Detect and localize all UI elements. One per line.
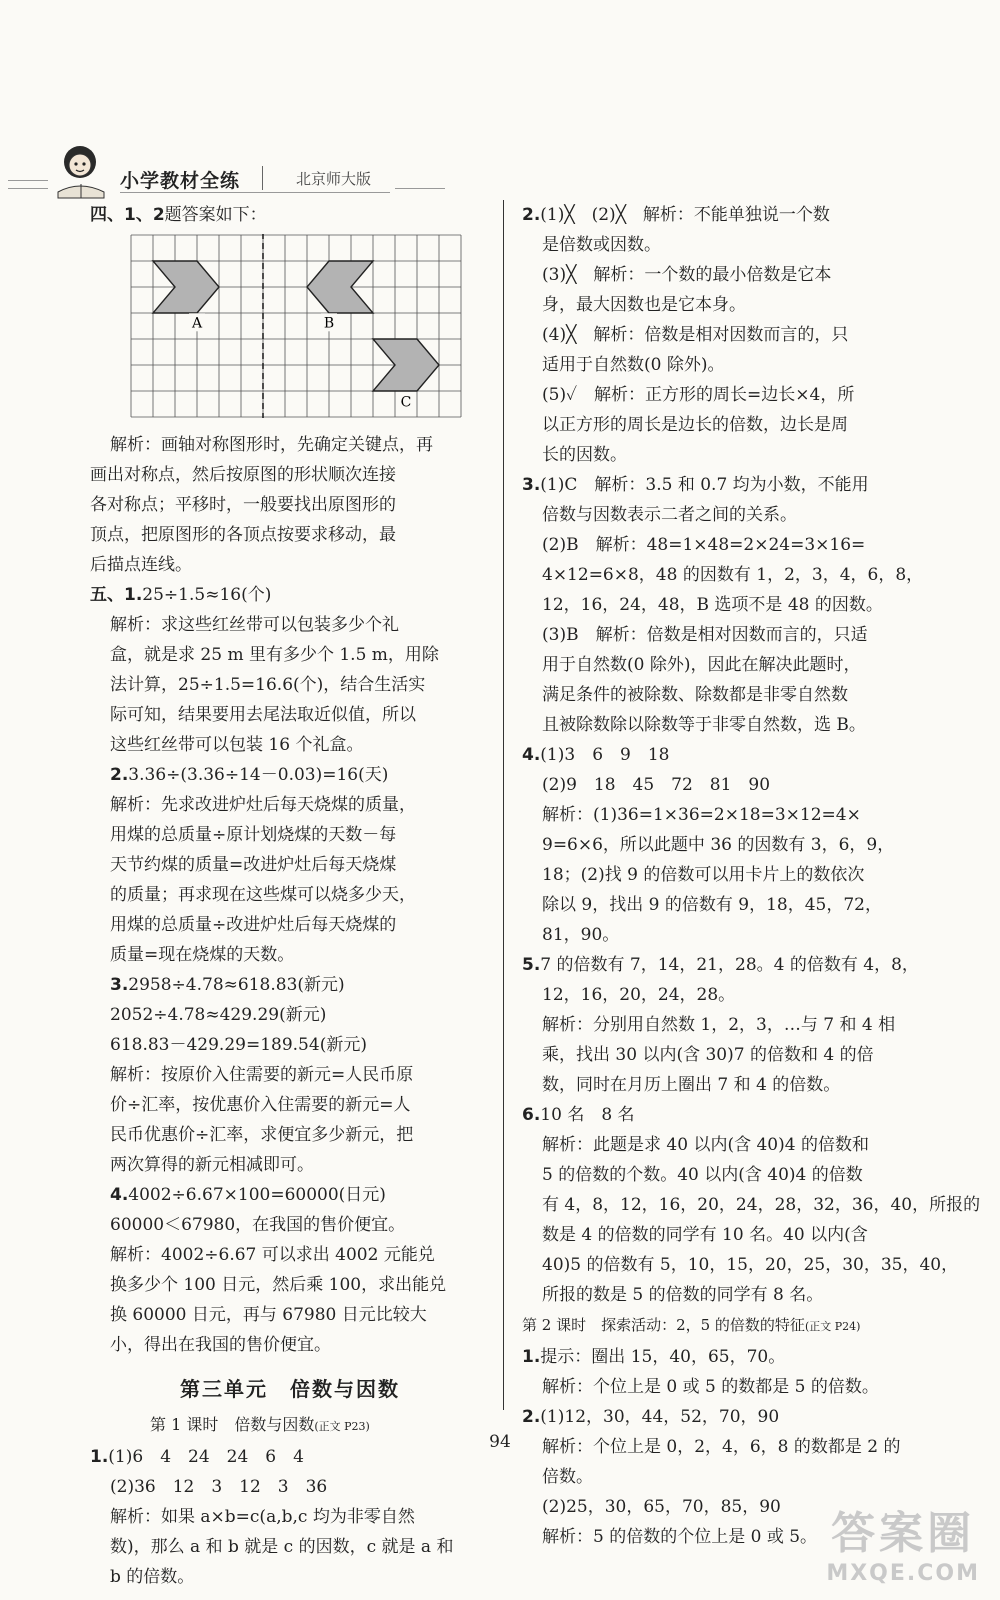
answer-line xyxy=(90,640,490,670)
question-number: 3. xyxy=(522,475,541,495)
answer-line xyxy=(522,410,922,440)
answer-line xyxy=(90,520,490,550)
line-text: 解析：(1)36=1×36=2×18=3×12=4× xyxy=(542,805,861,825)
line-text: 适用于自然数(0 除外)。 xyxy=(542,355,725,375)
line-text: 4002÷6.67×100=60000(日元) xyxy=(128,1185,386,1205)
answer-line xyxy=(522,560,922,590)
answer-line xyxy=(522,260,922,290)
line-text: 10 名 8 名 xyxy=(540,1105,635,1125)
answer-line xyxy=(90,1210,490,1240)
line-text: 天节约煤的质量=改进炉灶后每天烧煤 xyxy=(110,855,397,875)
line-text: 提示：圈出 15，40，65，70。 xyxy=(540,1347,786,1367)
left-column xyxy=(90,200,490,1592)
line-text: 乘，找出 30 以内(含 30)7 的倍数和 4 的倍 xyxy=(542,1045,874,1065)
line-text: 换多少个 100 日元，然后乘 100，求出能兑 xyxy=(110,1275,447,1295)
line-text: (1)3 6 9 18 xyxy=(540,745,670,765)
line-text: 解析：个位上是 0 或 5 的数都是 5 的倍数。 xyxy=(542,1377,879,1397)
answer-line xyxy=(90,880,490,910)
answer-line xyxy=(522,1100,922,1130)
line-text: 解析：此题是求 40 以内(含 40)4 的倍数和 xyxy=(542,1135,869,1155)
line-text: 用煤的总质量÷原计划烧煤的天数－每 xyxy=(110,825,397,845)
answer-line xyxy=(90,1240,490,1270)
answer-line xyxy=(522,920,922,950)
question-number: 3. xyxy=(110,975,129,995)
answer-line xyxy=(522,650,922,680)
answer-line xyxy=(90,1120,490,1150)
line-text: 18；(2)找 9 的倍数可以用卡片上的数依次 xyxy=(542,865,865,885)
line-text: 25÷1.5≈16(个) xyxy=(142,585,272,605)
line-text: (2)36 12 3 12 3 36 xyxy=(110,1477,328,1497)
answer-line xyxy=(522,1130,922,1160)
grid-figure-wrap xyxy=(130,234,460,424)
textbook-page-ref: (正文 P24) xyxy=(804,1320,861,1333)
shape-label: B xyxy=(323,315,335,332)
answer-line xyxy=(522,1250,959,1280)
line-text: 且被除数除以除数等于非零自然数，选 B。 xyxy=(542,715,866,735)
answer-line xyxy=(522,890,922,920)
line-text: 用于自然数(0 除外)，因此在解决此题时， xyxy=(542,655,861,675)
shape-label: A xyxy=(191,315,203,332)
line-text: 81，90。 xyxy=(542,925,620,945)
answer-line xyxy=(522,800,922,830)
answer-line xyxy=(522,470,922,500)
answer-line xyxy=(90,1472,490,1502)
answer-line xyxy=(90,1562,490,1592)
answer-line xyxy=(90,910,490,940)
answer-line xyxy=(522,1190,981,1220)
line-text: 小，得出在我国的售价便宜。 xyxy=(110,1335,331,1355)
answer-line xyxy=(522,950,922,980)
answer-line xyxy=(522,980,922,1010)
answer-line xyxy=(90,1030,490,1060)
line-text: 2052÷4.78≈429.29(新元) xyxy=(110,1005,327,1025)
answer-line xyxy=(522,860,922,890)
answer-line xyxy=(90,1180,490,1210)
line-text: 倍数。 xyxy=(542,1467,593,1487)
header-separator xyxy=(262,166,263,190)
answer-line xyxy=(90,850,490,880)
answer-line xyxy=(90,580,490,610)
line-text: 所报的数是 5 的倍数的同学有 8 名。 xyxy=(542,1285,824,1305)
answer-line xyxy=(522,380,922,410)
line-text: 618.83－429.29=189.54(新元) xyxy=(110,1035,367,1055)
line-text: 是倍数或因数。 xyxy=(542,235,661,255)
answer-line xyxy=(522,230,922,260)
answer-line xyxy=(522,1070,922,1100)
line-text: 价÷汇率，按优惠价入住需要的新元=人 xyxy=(110,1095,411,1115)
line-text: 后描点连线。 xyxy=(90,555,192,575)
question-number: 2. xyxy=(522,205,541,225)
answer-line xyxy=(522,1040,922,1070)
line-text: 12，16，24，48，B 选项不是 48 的因数。 xyxy=(542,595,883,615)
answer-line xyxy=(522,440,922,470)
answer-line xyxy=(522,590,922,620)
page-header xyxy=(0,130,1000,200)
answer-line xyxy=(522,1402,922,1432)
question-number: 2. xyxy=(110,765,129,785)
question-number: 4. xyxy=(110,1185,129,1205)
line-text: (1)C 解析：3.5 和 0.7 均为小数，不能用 xyxy=(540,475,869,495)
edition-label: 北京师大版 xyxy=(296,170,372,188)
answer-line xyxy=(90,700,490,730)
line-text: b 的倍数。 xyxy=(110,1567,195,1587)
line-text: 身，最大因数也是它本身。 xyxy=(542,295,746,315)
line-text: 的质量；再求现在这些煤可以烧多少天， xyxy=(110,885,416,905)
answer-line xyxy=(522,1160,922,1190)
answer-line xyxy=(522,350,922,380)
line-text: (2)B 解析：48=1×48=2×24=3×16= xyxy=(542,535,866,555)
line-text: 际可知，结果要用去尾法取近似值，所以 xyxy=(110,705,416,725)
line-text: (2)25，30，65，70，85，90 xyxy=(542,1497,781,1517)
line-text: (4)╳ 解析：倍数是相对因数而言的，只 xyxy=(542,325,849,345)
unit-title xyxy=(90,1374,490,1404)
answer-line xyxy=(90,610,490,640)
answer-line xyxy=(522,710,922,740)
grid-figure xyxy=(130,234,462,418)
line-text: 这些红丝带可以包装 16 个礼盒。 xyxy=(110,735,364,755)
watermark-logo: 答案圈 xyxy=(831,1508,976,1559)
question-number: 四、1、2 xyxy=(90,205,165,225)
answer-line xyxy=(90,490,490,520)
answer-line xyxy=(90,1330,490,1360)
answer-line xyxy=(522,200,922,230)
line-text: 3.36÷(3.36÷14－0.03)=16(天) xyxy=(128,765,389,785)
answer-line xyxy=(522,770,922,800)
question-number: 4. xyxy=(522,745,541,765)
line-text: 长的因数。 xyxy=(542,445,627,465)
question-number: 五、1. xyxy=(90,585,143,605)
answer-line xyxy=(522,1280,922,1310)
mascot-icon xyxy=(50,140,112,200)
answer-line xyxy=(522,1462,922,1492)
answer-line xyxy=(90,670,490,700)
shape-label: C xyxy=(400,394,412,411)
watermark-url: MXQE.COM xyxy=(826,1561,980,1586)
answer-line xyxy=(522,500,922,530)
line-text: (1)6 4 24 24 6 4 xyxy=(108,1447,304,1467)
line-text: 换 60000 日元，再与 67980 日元比较大 xyxy=(110,1305,427,1325)
line-text: 9=6×6，所以此题中 36 的因数有 3，6，9， xyxy=(542,835,895,855)
answer-line xyxy=(90,460,490,490)
line-text: 以正方形的周长是边长的倍数，边长是周 xyxy=(542,415,848,435)
right-column xyxy=(522,200,981,1552)
line-text: (3)╳ 解析：一个数的最小倍数是它本 xyxy=(542,265,832,285)
line-text: 2958÷4.78≈618.83(新元) xyxy=(128,975,345,995)
line-text: 数，同时在月历上圈出 7 和 4 的倍数。 xyxy=(542,1075,841,1095)
line-text: 解析：个位上是 0，2，4，6，8 的数都是 2 的 xyxy=(542,1437,901,1457)
answer-line xyxy=(90,790,490,820)
answer-line xyxy=(90,970,490,1000)
line-text: 数是 4 的倍数的同学有 10 名。40 以内(含 xyxy=(542,1225,868,1245)
line-text: 解析：分别用自然数 1，2，3，…与 7 和 4 相 xyxy=(542,1015,896,1035)
line-text: 用煤的总质量÷改进炉灶后每天烧煤的 xyxy=(110,915,397,935)
line-text: (2)9 18 45 72 81 90 xyxy=(542,775,771,795)
line-text: 解析：先求改进炉灶后每天烧煤的质量， xyxy=(110,795,416,815)
answer-line xyxy=(90,820,490,850)
answer-line xyxy=(522,1342,922,1372)
line-text: 顶点，把原图形的各顶点按要求移动，最 xyxy=(90,525,396,545)
line-text: 民币优惠价÷汇率，求便宜多少新元，把 xyxy=(110,1125,414,1145)
line-text: 质量=现在烧煤的天数。 xyxy=(110,945,295,965)
line-text: 解析：如果 a×b=c(a,b,c 均为非零自然 xyxy=(110,1507,415,1527)
line-text: (1)╳ (2)╳ 解析：不能单独说一个数 xyxy=(540,205,830,225)
answer-line xyxy=(90,1532,490,1562)
watermark xyxy=(826,1497,980,1586)
page-number: 94 xyxy=(489,1432,511,1452)
line-text: 题答案如下： xyxy=(164,205,267,225)
answer-line xyxy=(90,1000,490,1030)
answer-line xyxy=(522,740,922,770)
answer-line xyxy=(522,320,922,350)
line-text: 各对称点；平移时，一般要找出原图形的 xyxy=(90,495,396,515)
answer-line xyxy=(90,550,490,580)
answer-line xyxy=(522,680,922,710)
line-text: 解析：画轴对称图形时，先确定关键点，再 xyxy=(110,435,433,455)
lesson-title xyxy=(522,1310,922,1342)
line-text: 7 的倍数有 7，14，21，28。4 的倍数有 4，8， xyxy=(540,955,919,975)
line-text: 解析：求这些红丝带可以包装多少个礼 xyxy=(110,615,399,635)
answer-line xyxy=(522,1372,922,1402)
question-number: 1. xyxy=(522,1347,541,1367)
line-text: 第 2 课时 探索活动：2，5 的倍数的特征 xyxy=(522,1316,805,1334)
question-number: 2. xyxy=(522,1407,541,1427)
line-text: 除以 9，找出 9 的倍数有 9，18，45，72， xyxy=(542,895,882,915)
textbook-page-ref: (正文 P23) xyxy=(314,1420,370,1433)
brand-title: 小学教材全练 xyxy=(120,170,241,192)
line-text: 解析：4002÷6.67 可以求出 4002 元能兑 xyxy=(110,1245,435,1265)
line-text: 倍数与因数表示二者之间的关系。 xyxy=(542,505,797,525)
question-number: 1. xyxy=(90,1447,109,1467)
line-text: 有 4，8，12，16，20，24，28，32，36，40，所报的 xyxy=(542,1195,981,1215)
line-text: 盒，就是求 25 m 里有多少个 1.5 m，用除 xyxy=(110,645,439,665)
line-text: 解析：5 的倍数的个位上是 0 或 5。 xyxy=(542,1527,818,1547)
answer-line xyxy=(90,1502,490,1532)
answer-line xyxy=(522,290,922,320)
column-divider xyxy=(503,200,504,1410)
answer-line xyxy=(522,830,922,860)
answer-line xyxy=(90,1270,490,1300)
answer-line xyxy=(522,620,922,650)
answer-line xyxy=(522,1220,922,1250)
line-text: 两次算得的新元相减即可。 xyxy=(110,1155,314,1175)
answer-line xyxy=(90,730,490,760)
answer-line xyxy=(90,1300,490,1330)
answer-line xyxy=(90,430,490,460)
line-text: 第三单元 倍数与因数 xyxy=(180,1377,400,1401)
line-text: 满足条件的被除数、除数都是非零自然数 xyxy=(542,685,848,705)
line-text: 画出对称点，然后按原图的形状顺次连接 xyxy=(90,465,396,485)
answer-line xyxy=(522,530,922,560)
line-text: 40)5 的倍数有 5，10，15，20，25，30，35，40， xyxy=(542,1255,959,1275)
answer-line xyxy=(90,1060,490,1090)
line-text: (1)12，30，44，52，70，90 xyxy=(540,1407,780,1427)
line-text: 4×12=6×8，48 的因数有 1，2，3，4，6，8， xyxy=(542,565,924,585)
line-text: 数)，那么 a 和 b 就是 c 的因数，c 就是 a 和 xyxy=(110,1537,454,1557)
answer-line xyxy=(90,200,490,230)
line-text: (3)B 解析：倍数是相对因数而言的，只适 xyxy=(542,625,868,645)
line-text: (5)✓ 解析：正方形的周长=边长×4，所 xyxy=(542,385,855,405)
answer-line xyxy=(90,1090,490,1120)
line-text: 60000＜67980，在我国的售价便宜。 xyxy=(110,1215,406,1235)
line-text: 法计算，25÷1.5=16.6(个)，结合生活实 xyxy=(110,675,426,695)
answer-line xyxy=(522,1010,922,1040)
line-text: 解析：按原价入住需要的新元=人民币原 xyxy=(110,1065,414,1085)
answer-line xyxy=(90,940,490,970)
question-number: 5. xyxy=(522,955,541,975)
answer-line xyxy=(90,1150,490,1180)
line-text: 5 的倍数的个数。40 以内(含 40)4 的倍数 xyxy=(542,1165,863,1185)
question-number: 6. xyxy=(522,1105,541,1125)
line-text: 第 1 课时 倍数与因数 xyxy=(150,1415,315,1434)
line-text: 12，16，20，24，28。 xyxy=(542,985,736,1005)
answer-line xyxy=(90,760,490,790)
